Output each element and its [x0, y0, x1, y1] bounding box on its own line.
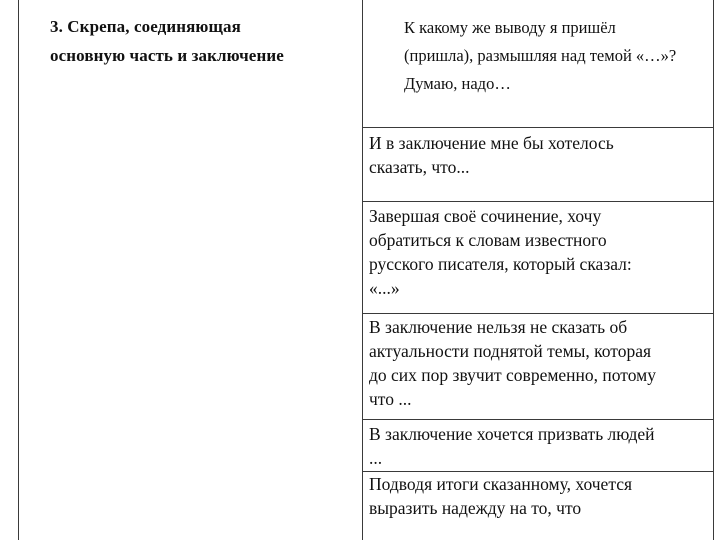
phrase-cell [369, 472, 709, 520]
row-divider [362, 127, 714, 128]
phrase-line: В заключение хочется призвать людей [369, 424, 655, 444]
table-border-right [713, 0, 714, 540]
phrase-cell [369, 315, 709, 411]
phrase-cell [369, 131, 709, 179]
table-border-left [18, 0, 19, 540]
section-heading-line: 3. Скрепа, соединяющая [50, 17, 241, 36]
phrase-line: И в заключение мне бы хотелось [369, 133, 614, 153]
phrase-line: сказать, что... [369, 157, 470, 177]
phrase-line: В заключение нельзя не сказать об [369, 317, 628, 337]
phrase-line: что ... [369, 389, 412, 409]
phrase-line: (пришла), размышляя над темой «…»? [404, 46, 677, 65]
phrase-line: К какому же выводу я пришёл [404, 18, 616, 37]
phrase-cell [369, 204, 709, 300]
phrase-line: Завершая своё сочинение, хочу [369, 206, 602, 226]
row-divider [362, 313, 714, 314]
phrase-cell [369, 422, 709, 470]
row-divider [362, 201, 714, 202]
phrase-line: актуальности поднятой темы, которая [369, 341, 652, 361]
section-heading [50, 12, 350, 70]
phrase-line: «...» [369, 278, 400, 298]
phrase-line: Думаю, надо… [404, 74, 511, 93]
phrase-line: обратиться к словам известного [369, 230, 607, 250]
phrase-line: выразить надежду на то, что [369, 498, 582, 518]
table-border-middle [362, 0, 363, 540]
row-divider [362, 419, 714, 420]
phrase-line: ... [369, 448, 383, 468]
phrase-line: до сих пор звучит современно, потому [369, 365, 656, 385]
phrase-line: русского писателя, который сказал: [369, 254, 632, 274]
phrase-line: Подводя итоги сказанному, хочется [369, 474, 633, 494]
section-heading-line: основную часть и заключение [50, 46, 284, 65]
phrase-cell [404, 14, 709, 98]
